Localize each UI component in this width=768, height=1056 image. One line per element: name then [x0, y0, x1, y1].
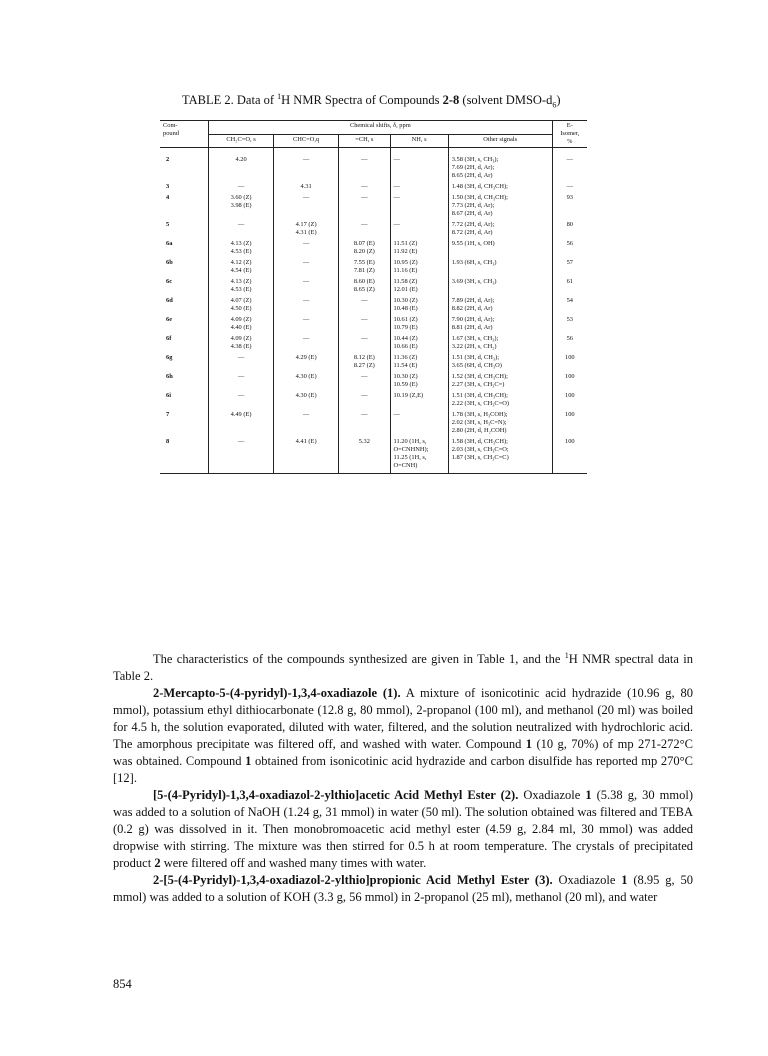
p1-text-a: The characteristics of the compounds synthesized are given in Table 1, and the	[153, 652, 565, 666]
cell-ch: —	[339, 411, 390, 438]
page-number: 854	[113, 977, 132, 991]
p2-bold-2: 1	[245, 754, 252, 768]
cell-ch2co: —	[209, 183, 274, 194]
table-row	[160, 183, 587, 194]
table-row	[160, 373, 587, 392]
header-ch2co: CH₂C=O, s	[209, 134, 274, 148]
header-other: Other signals	[448, 134, 552, 148]
cell-nh: 11.20 (1H, s, O=CNHNH); 11.25 (1H, s, O=CNH)	[390, 438, 448, 474]
cell-ch: —	[339, 297, 390, 316]
cell-nh: —	[390, 183, 448, 194]
paragraph-2	[113, 685, 693, 787]
cell-ch2co: 4.20	[209, 148, 274, 184]
cell-isomer: 80	[552, 221, 587, 240]
cell-ch: —	[339, 335, 390, 354]
cell-chco: —	[274, 411, 339, 438]
cell-isomer: 61	[552, 278, 587, 297]
cell-isomer: —	[552, 148, 587, 184]
cell-ch: 5.32	[339, 438, 390, 474]
cell-ch2co: 4.07 (Z) 4.50 (E)	[209, 297, 274, 316]
cell-chco: —	[274, 316, 339, 335]
cell-nh: 11.36 (Z) 11.54 (E)	[390, 354, 448, 373]
paragraph-1	[113, 651, 693, 685]
table-row	[160, 278, 587, 297]
cell-isomer: 93	[552, 194, 587, 221]
cell-compound: 6c	[166, 278, 173, 285]
cell-chco: —	[274, 194, 339, 221]
header-chco: CHC=O,q	[274, 134, 339, 148]
p3-title: [5-(4-Pyridyl)-1,3,4-oxadiazol-2-ylthio]acetic Acid Methyl Ester (2).	[153, 788, 519, 802]
cell-compound: 4	[166, 194, 170, 201]
cell-nh: —	[390, 221, 448, 240]
cell-compound: 6i	[166, 392, 171, 399]
table-row	[160, 240, 587, 259]
cell-isomer: 53	[552, 316, 587, 335]
cell-other: 7.72 (2H, d, Ar); 8.72 (2H, d, Ar)	[448, 221, 552, 240]
nmr-table	[160, 120, 587, 474]
caption-prefix: TABLE 2. Data of	[182, 93, 278, 108]
caption-sup: 1	[277, 92, 282, 101]
header-isomer: E- Isomer, %	[552, 121, 587, 148]
cell-ch: —	[339, 392, 390, 411]
cell-ch2co: 4.09 (Z) 4.40 (E)	[209, 316, 274, 335]
caption-close: )	[556, 93, 561, 108]
cell-isomer: 100	[552, 373, 587, 392]
caption-compounds: 2-8	[442, 93, 460, 108]
cell-ch2co: 4.12 (Z) 4.54 (E)	[209, 259, 274, 278]
p1-text-b: H NMR spectral data in Table 2.	[113, 652, 693, 683]
cell-ch: 7.55 (E) 7.81 (Z)	[339, 259, 390, 278]
cell-other: 9.55 (1H, s, OH)	[448, 240, 552, 259]
p2-title: 2-Mercapto-5-(4-pyridyl)-1,3,4-oxadiazole (1).	[153, 686, 401, 700]
table-row	[160, 392, 587, 411]
cell-isomer: 57	[552, 259, 587, 278]
cell-compound: 7	[166, 411, 170, 418]
cell-compound: 6b	[166, 259, 173, 266]
cell-nh: 10.19 (Z,E)	[390, 392, 448, 411]
table-row	[160, 259, 587, 278]
cell-other: 1.67 (3H, s, CH₃); 3.22 (2H, s, CH₂)	[448, 335, 552, 354]
header-ch: =CH, s	[339, 134, 390, 148]
table-row	[160, 411, 587, 438]
cell-isomer: 100	[552, 392, 587, 411]
header-nh: NH, s	[390, 134, 448, 148]
cell-chco: 4.41 (E)	[274, 438, 339, 474]
cell-other: 7.89 (2H, d, Ar); 8.82 (2H, d, Ar)	[448, 297, 552, 316]
cell-chco: 4.29 (E)	[274, 354, 339, 373]
cell-ch2co: 4.49 (E)	[209, 411, 274, 438]
cell-chco: 4.17 (Z) 4.31 (E)	[274, 221, 339, 240]
cell-nh: 10.30 (Z) 10.59 (E)	[390, 373, 448, 392]
p4-title: 2-[5-(4-Pyridyl)-1,3,4-oxadiazol-2-ylthio]propionic Acid Methyl Ester (3).	[153, 873, 553, 887]
cell-other: 1.50 (3H, d, CH₃CH); 7.73 (2H, d, Ar); 8.67 (2H, d, Ar)	[448, 194, 552, 221]
cell-isomer: 56	[552, 335, 587, 354]
cell-ch2co: 4.13 (Z) 4.53 (E)	[209, 278, 274, 297]
cell-other: 1.48 (3H, d, CH₃CH);	[448, 183, 552, 194]
cell-compound: 6f	[166, 335, 172, 342]
cell-chco: —	[274, 278, 339, 297]
table-row	[160, 297, 587, 316]
header-compound: Com- pound	[160, 121, 209, 148]
p2-text-c: obtained from isonicotinic acid hydrazide and carbon disulfide has reported mp 270°C [12].	[113, 754, 694, 785]
table-row	[160, 194, 587, 221]
p1-sup: 1	[564, 650, 569, 660]
cell-chco: 4.30 (E)	[274, 373, 339, 392]
cell-ch2co: —	[209, 221, 274, 240]
cell-isomer: 54	[552, 297, 587, 316]
p2-text-b: (10 g, 70%) of mp 271-272°C was obtained. Compound	[113, 737, 693, 768]
paragraph-4	[113, 872, 693, 906]
cell-compound: 6d	[166, 297, 173, 304]
cell-nh: 10.61 (Z) 10.79 (E)	[390, 316, 448, 335]
cell-chco: —	[274, 335, 339, 354]
cell-other: 1.58 (3H, d, CH₃CH); 2.03 (3H, s, CH₃C=O; 1.87 (3H, s, CH₃C=C)	[448, 438, 552, 474]
nmr-table-container	[160, 120, 587, 474]
table-row	[160, 335, 587, 354]
cell-compound: 8	[160, 438, 209, 474]
cell-nh: —	[390, 194, 448, 221]
p3-text-c: were filtered off and washed many times with water.	[160, 856, 427, 870]
table-row	[160, 316, 587, 335]
cell-ch: —	[339, 221, 390, 240]
cell-ch: —	[339, 373, 390, 392]
p3-bold-2: 2	[154, 856, 161, 870]
cell-other: 7.90 (2H, d, Ar); 8.81 (2H, d, Ar)	[448, 316, 552, 335]
cell-isomer: 100	[552, 354, 587, 373]
cell-ch2co: 4.13 (Z) 4.53 (E)	[209, 240, 274, 259]
p3-text-b: (5.38 g, 30 mmol) was added to a solution of NaOH (1.24 g, 31 mmol) in water (50 ml). The solution obtained was filtered and TEBA (0.2 g) was dissolved in it. Then monobromoacetic acid methyl ester (4.59 g, 2.84 ml, 30 mmol) was added dropwise with stirring. The mixture was then stirred for 0.5 h at room temperature. The crystals of precipitated product	[113, 788, 693, 870]
cell-chco: —	[274, 148, 339, 184]
cell-chco: —	[274, 240, 339, 259]
cell-chco: —	[274, 297, 339, 316]
cell-other: 1.78 (3H, s, H₃COH); 2.02 (3H, s, H₃C=N); 2.80 (2H, d, H₂COH)	[448, 411, 552, 438]
caption-sub: 6	[552, 100, 557, 110]
cell-nh: 11.58 (Z) 12.01 (E)	[390, 278, 448, 297]
header-chemical-shifts: Chemical shifts, δ, ppm	[209, 121, 553, 135]
p3-text-a: Oxadiazole	[518, 788, 586, 802]
cell-nh: 10.44 (Z) 10.66 (E)	[390, 335, 448, 354]
body-text	[113, 651, 693, 906]
cell-chco: 4.30 (E)	[274, 392, 339, 411]
table-row	[160, 354, 587, 373]
cell-nh: 10.30 (Z) 10.48 (E)	[390, 297, 448, 316]
p2-text-a: A mixture of isonicotinic acid hydrazide (10.96 g, 80 mmol), potassium ethyl dithiocarbonate (12.8 g, 80 mmol), 2-propanol (100 ml), and methanol (20 ml) was boiled for 4.5 h, the solution evaporated, diluted with water, filtered, and the solution neutralized with hydrochloric acid. The amorphous precipitate was filtered off, and washed with water. Compound	[113, 686, 693, 751]
cell-other: 1.93 (6H, s, CH₃)	[448, 259, 552, 278]
cell-chco: —	[274, 259, 339, 278]
cell-other: 3.58 (3H, s, CH₃); 7.69 (2H, d, Ar); 8.65 (2H, d, Ar)	[448, 148, 552, 184]
p4-bold-1: 1	[621, 873, 628, 887]
cell-isomer: 100	[552, 411, 587, 438]
cell-isomer: —	[552, 183, 587, 194]
cell-ch2co: 4.09 (Z) 4.38 (E)	[209, 335, 274, 354]
cell-ch2co: —	[209, 354, 274, 373]
cell-ch: 8.60 (E) 8.65 (Z)	[339, 278, 390, 297]
cell-ch: —	[339, 194, 390, 221]
cell-compound: 2	[166, 156, 170, 163]
cell-ch2co: 3.60 (Z) 3.98 (E)	[209, 194, 274, 221]
cell-ch: —	[339, 316, 390, 335]
cell-ch: 8.07 (E) 8.20 (Z)	[339, 240, 390, 259]
p3-bold-1: 1	[585, 788, 592, 802]
cell-nh: —	[390, 411, 448, 438]
cell-nh: 10.95 (Z) 11.16 (E)	[390, 259, 448, 278]
cell-ch2co: —	[209, 392, 274, 411]
p4-text-b: (8.95 g, 50 mmol) was added to a solution of KOH (3.3 g, 56 mmol) in 2-propanol (25 ml), methanol (20 ml), and water	[113, 873, 693, 904]
cell-other: 1.52 (3H, d, CH₃CH); 2.27 (3H, s, CH₃C=)	[448, 373, 552, 392]
cell-chco: 4.31	[274, 183, 339, 194]
cell-other: 1.51 (3H, d, CH₃CH); 2.22 (3H, s, CH₃C=O)	[448, 392, 552, 411]
table-row	[160, 148, 587, 184]
p4-text-a: Oxadiazole	[552, 873, 622, 887]
p2-bold-1: 1	[525, 737, 533, 751]
cell-nh: 11.51 (Z) 11.92 (E)	[390, 240, 448, 259]
caption-mid: H NMR Spectra of Compounds	[281, 93, 443, 108]
cell-ch: 8.12 (E) 8.27 (Z)	[339, 354, 390, 373]
cell-compound: 3	[166, 183, 170, 190]
cell-compound: 6h	[166, 373, 173, 380]
cell-ch2co: —	[209, 373, 274, 392]
paragraph-3	[113, 787, 693, 872]
cell-other: 1.51 (3H, d, CH₃); 3.65 (6H, d, CH₃O)	[448, 354, 552, 373]
cell-compound: 6g	[166, 354, 173, 361]
caption-solvent: (solvent DMSO-d	[459, 93, 553, 108]
cell-compound: 6e	[166, 316, 173, 323]
cell-isomer: 56	[552, 240, 587, 259]
table-row	[160, 438, 587, 474]
cell-other: 3.69 (3H, s, CH₃)	[448, 278, 552, 297]
nmr-table-body	[160, 148, 587, 474]
table-row	[160, 221, 587, 240]
cell-compound: 5	[166, 221, 170, 228]
cell-compound: 6a	[166, 240, 173, 247]
cell-nh: —	[390, 148, 448, 184]
cell-ch2co: —	[209, 438, 274, 474]
table-caption	[182, 92, 561, 110]
cell-isomer: 100	[552, 438, 587, 474]
cell-ch: —	[339, 148, 390, 184]
cell-ch: —	[339, 183, 390, 194]
